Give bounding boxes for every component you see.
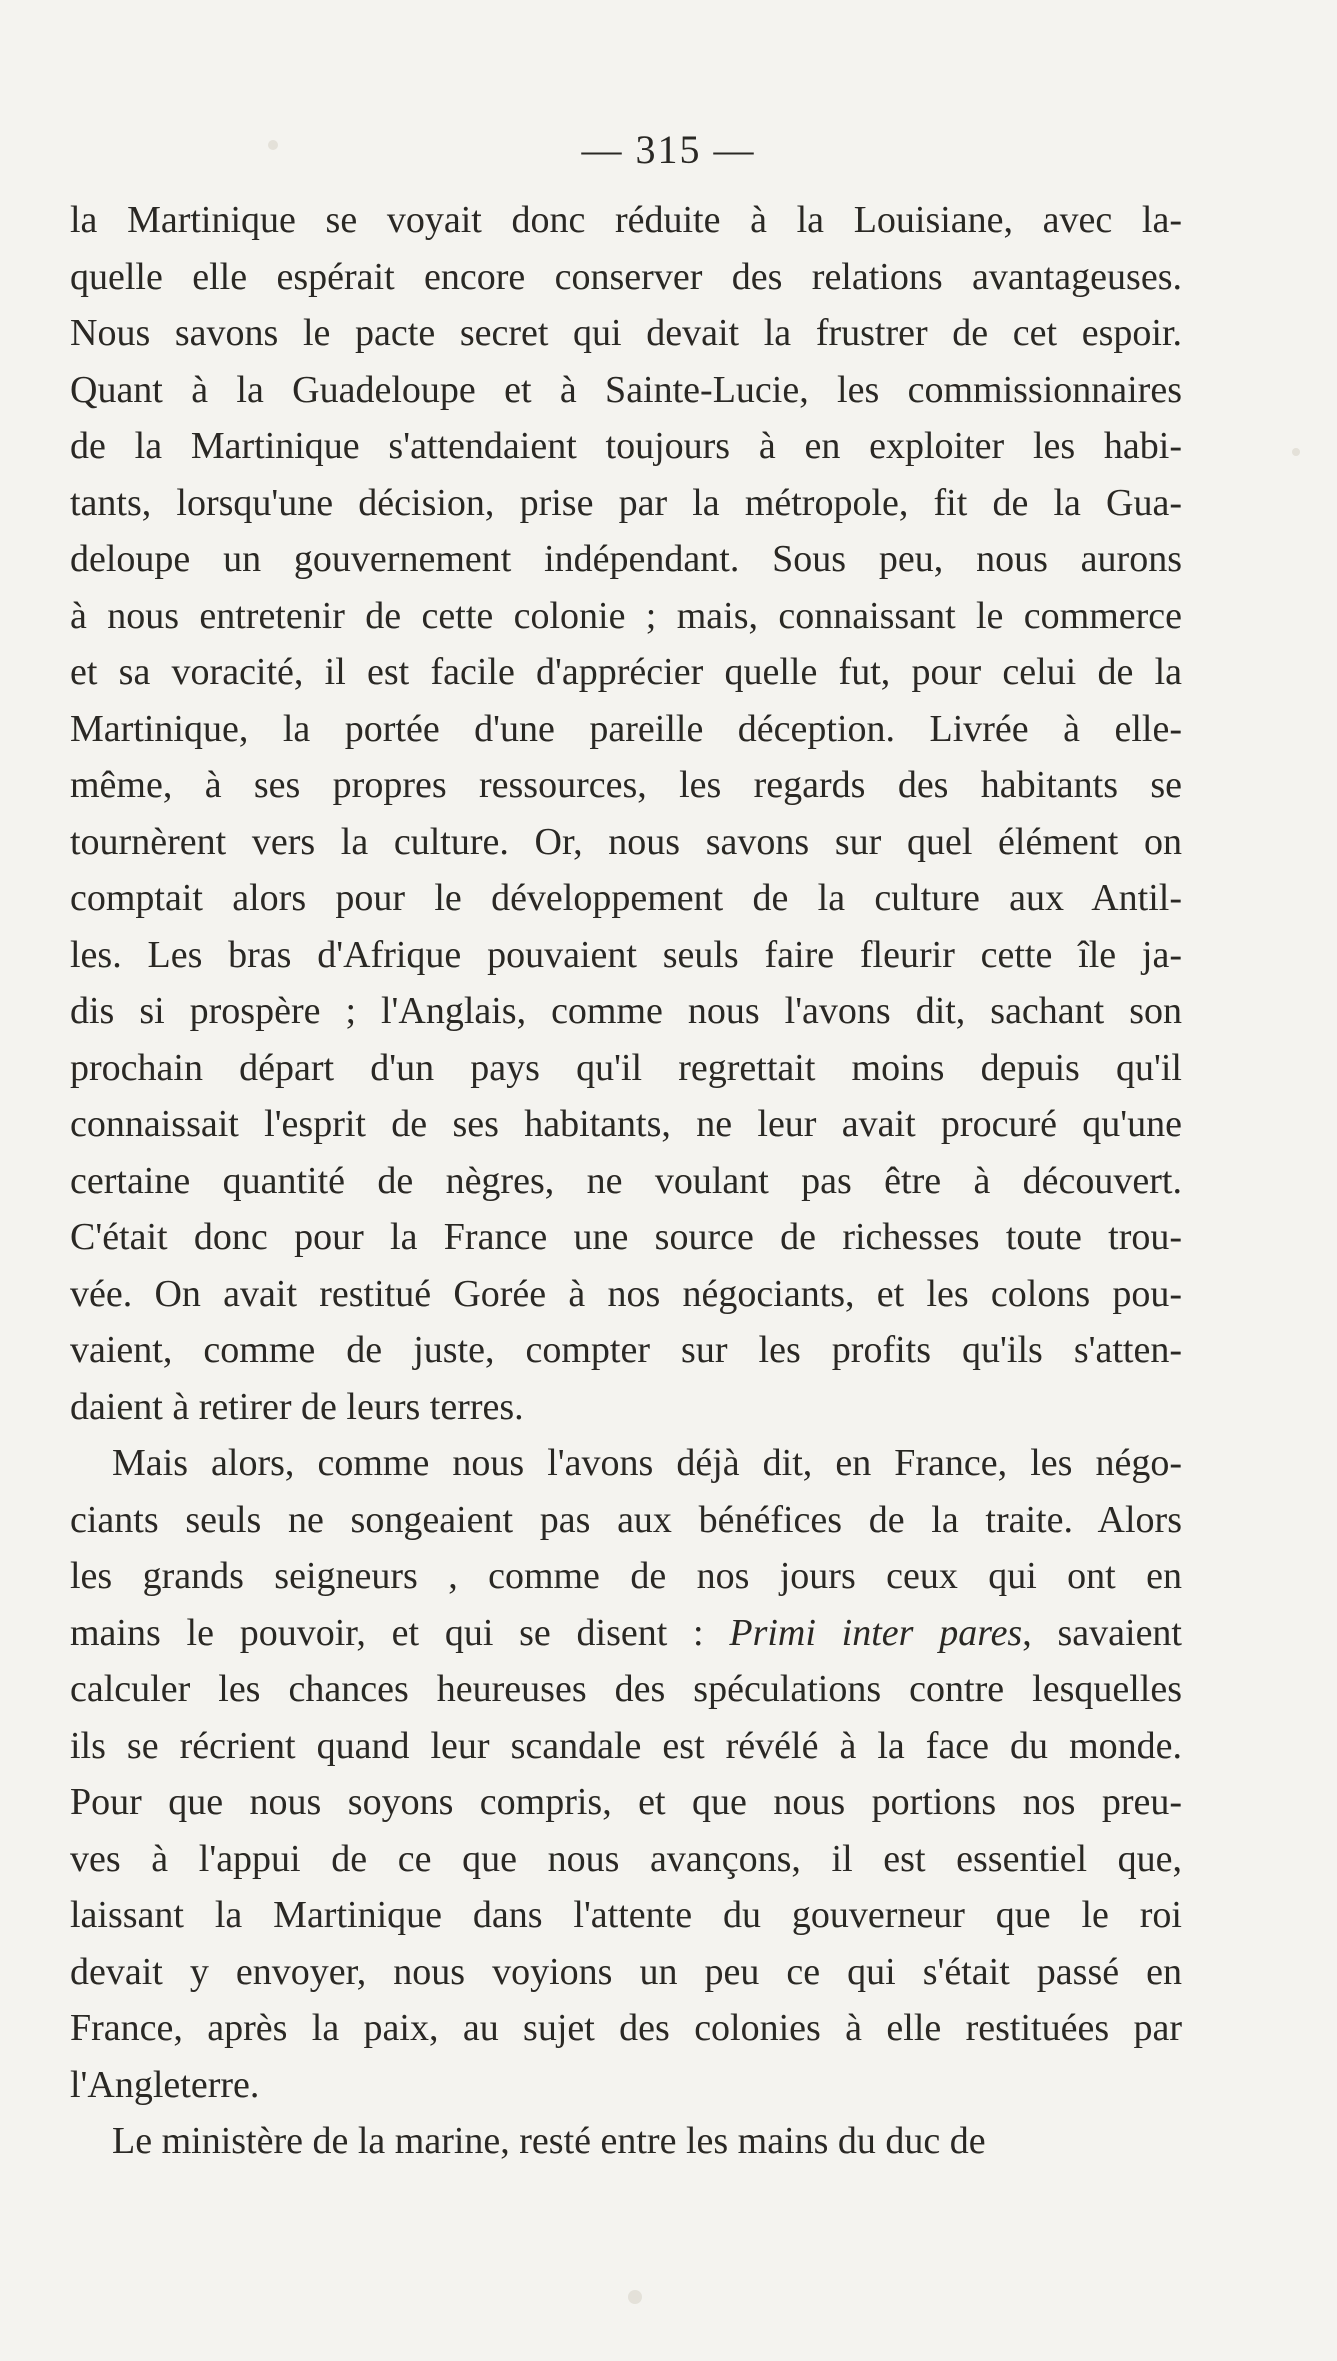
body-text bbox=[70, 192, 1182, 2170]
text-line: Martinique, la portée d'une pareille déception. Livrée à elle- bbox=[70, 707, 1182, 750]
text-line: l'Angleterre. bbox=[70, 2063, 260, 2106]
page-number: — 315 — bbox=[581, 127, 756, 172]
text-line: deloupe un gouvernement indépendant. Sous peu, nous aurons bbox=[70, 538, 1182, 580]
text-line: ils se récrient quand leur scandale est révélé à la face du monde. bbox=[70, 1724, 1182, 1767]
text-segment: , savaient bbox=[1022, 1611, 1182, 1654]
text-line: la Martinique se voyait donc réduite à la Louisiane, avec la- bbox=[70, 199, 1182, 241]
text-line: daient à retirer de leurs terres. bbox=[70, 1385, 524, 1428]
text-line: quelle elle espérait encore conserver des relations avantageuses. bbox=[70, 255, 1182, 298]
text-line: tournèrent vers la culture. Or, nous savons sur quel élément on bbox=[70, 820, 1182, 863]
text-line: Mais alors, comme nous l'avons déjà dit, en France, les négo- bbox=[112, 1442, 1182, 1484]
text-line: certaine quantité de nègres, ne voulant pas être à découvert. bbox=[70, 1159, 1182, 1202]
text-line: même, à ses propres ressources, les regards des habitants se bbox=[70, 764, 1182, 806]
text-line: à nous entretenir de cette colonie ; mais, connaissant le commerce bbox=[70, 594, 1182, 637]
text-line: Quant à la Guadeloupe et à Sainte-Lucie, les commissionnaires bbox=[70, 368, 1182, 411]
text-line: Nous savons le pacte secret qui devait la frustrer de cet espoir. bbox=[70, 312, 1182, 354]
text-line: C'était donc pour la France une source de richesses toute trou- bbox=[70, 1216, 1182, 1258]
paper-foxing-spot bbox=[628, 2290, 642, 2304]
text-line: comptait alors pour le développement de la culture aux Antil- bbox=[70, 877, 1182, 919]
latin-phrase: Primi inter pares bbox=[729, 1611, 1023, 1654]
text-line: ves à l'appui de ce que nous avançons, il est essentiel que, bbox=[70, 1837, 1182, 1880]
text-line: calculer les chances heureuses des spéculations contre lesquelles bbox=[70, 1668, 1182, 1710]
text-line: ciants seuls ne songeaient pas aux bénéfices de la traite. Alors bbox=[70, 1498, 1182, 1541]
text-line-with-italic bbox=[70, 1605, 1182, 1662]
text-line: tants, lorsqu'une décision, prise par la métropole, fit de la Gua- bbox=[70, 481, 1182, 524]
text-line: prochain départ d'un pays qu'il regrettait moins depuis qu'il bbox=[70, 1046, 1182, 1089]
text-segment: mains le pouvoir, et qui se disent : bbox=[70, 1611, 730, 1654]
text-line: Pour que nous soyons compris, et que nous portions nos preu- bbox=[70, 1781, 1182, 1823]
text-line: vée. On avait restitué Gorée à nos négociants, et les colons pou- bbox=[70, 1272, 1182, 1315]
text-line: dis si prospère ; l'Anglais, comme nous l'avons dit, sachant son bbox=[70, 990, 1182, 1032]
text-line: devait y envoyer, nous voyions un peu ce qui s'était passé en bbox=[70, 1950, 1182, 1993]
text-line: connaissait l'esprit de ses habitants, ne leur avait procuré qu'une bbox=[70, 1103, 1182, 1145]
text-line: France, après la paix, au sujet des colonies à elle restituées par bbox=[70, 2007, 1182, 2049]
text-line: vaient, comme de juste, compter sur les profits qu'ils s'atten- bbox=[70, 1329, 1182, 1371]
text-line: laissant la Martinique dans l'attente du gouverneur que le roi bbox=[70, 1894, 1182, 1936]
text-line: et sa voracité, il est facile d'apprécier quelle fut, pour celui de la bbox=[70, 651, 1182, 693]
text-line: de la Martinique s'attendaient toujours à en exploiter les habi- bbox=[70, 425, 1182, 467]
text-line: les. Les bras d'Afrique pouvaient seuls faire fleurir cette île ja- bbox=[70, 933, 1182, 976]
text-line: les grands seigneurs , comme de nos jours ceux qui ont en bbox=[70, 1555, 1182, 1597]
paper-foxing-spot bbox=[268, 140, 278, 150]
text-line: Le ministère de la marine, resté entre les mains du duc de bbox=[112, 2120, 986, 2162]
paper-foxing-spot bbox=[1292, 448, 1300, 456]
